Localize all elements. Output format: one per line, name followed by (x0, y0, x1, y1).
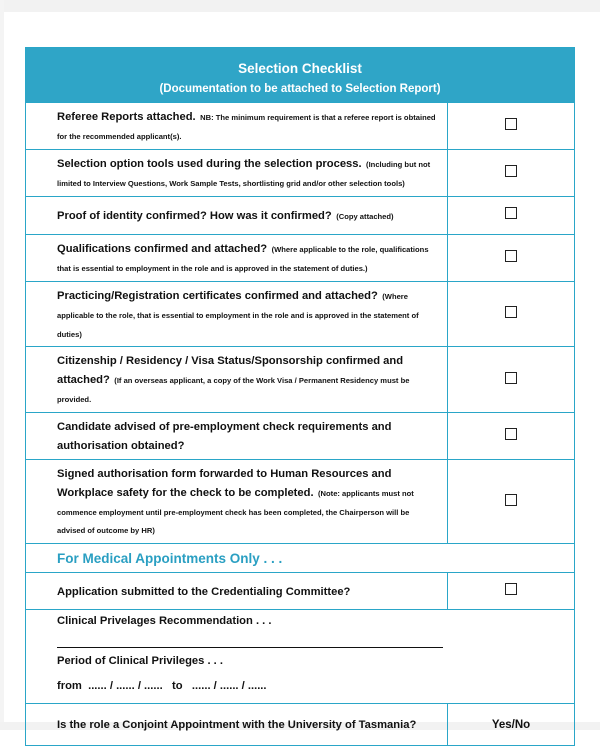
medical-section-heading: For Medical Appointments Only . . . (57, 550, 283, 566)
to-date-field[interactable]: ...... / ...... / ...... (191, 680, 267, 693)
checklist-row-authorisation (26, 459, 575, 544)
clinical-recommendation-label: Clinical Privelages Recommendation . . . (57, 615, 272, 628)
clinical-period-label: Period of Clinical Privileges . . . (57, 655, 223, 668)
checklist-row-identity (26, 196, 575, 234)
referee-checkbox[interactable] (505, 118, 517, 130)
to-label: to (172, 680, 183, 693)
pre-employment-checkbox[interactable] (505, 428, 517, 440)
conjoint-row (26, 704, 575, 746)
credentialing-row (26, 573, 575, 610)
medical-section-row (26, 544, 575, 573)
item-note: (Note: applicants must not commence employment until pre-employment check has been completed, the Chairperson will be advised of outcome by HR) (57, 488, 414, 536)
item-label: Selection option tools used during the selection process. (57, 157, 362, 170)
checklist-item (26, 149, 448, 196)
checklist-item (26, 103, 448, 150)
period-dates (57, 680, 566, 692)
checklist-row-citizenship (26, 347, 575, 413)
item-label: Citizenship / Residency / Visa Status/Sponsorship confirmed and attached? (57, 355, 404, 387)
checklist-item (26, 196, 448, 234)
from-date-field[interactable]: ...... / ...... / ...... (88, 680, 163, 693)
yes-no-answer[interactable]: Yes/No (448, 704, 575, 746)
credentialing-label: Application submitted to the Credentialing Committee? (57, 585, 351, 598)
item-note: (Including but not limited to Interview Questions, Work Sample Tests, shortlisting grid and/or other selection tools) (57, 159, 431, 188)
selection-tools-checkbox[interactable] (505, 165, 517, 177)
checklist-row-referee (26, 103, 575, 150)
checklist-item (26, 459, 448, 544)
item-note: (Where applicable to the role, that is essential to employment in the role and is approved in the statement of duties) (57, 291, 419, 339)
checklist-title: Selection Checklist (238, 61, 362, 76)
item-label: Proof of identity confirmed? How was it confirmed? (57, 209, 332, 222)
credentialing-checkbox[interactable] (505, 583, 517, 595)
identity-checkbox[interactable] (505, 207, 517, 219)
page-top-edge (0, 0, 600, 12)
page-left-edge (0, 0, 4, 730)
checklist-item (26, 347, 448, 413)
item-label: Candidate advised of pre-employment check requirements and authorisation obtained? (57, 421, 392, 452)
item-note: NB: The minimum requirement is that a referee report is obtained for the recommended applicant(s). (57, 113, 436, 141)
authorisation-checkbox[interactable] (505, 494, 517, 506)
checklist-row-qualifications (26, 234, 575, 281)
item-label: Qualifications confirmed and attached? (57, 242, 268, 255)
item-label: Practicing/Registration certificates confirmed and attached? (57, 289, 378, 302)
registration-checkbox[interactable] (505, 306, 517, 318)
checklist-item (26, 234, 448, 281)
item-note: (If an overseas applicant, a copy of the Work Visa / Permanent Residency must be provided. (57, 376, 410, 405)
citizenship-checkbox[interactable] (505, 372, 517, 384)
checklist-row-registration (26, 281, 575, 347)
recommendation-line[interactable] (57, 647, 443, 648)
selection-checklist-table (25, 47, 575, 746)
checklist-subtitle: (Documentation to be attached to Selection Report) (159, 83, 441, 95)
conjoint-label: Is the role a Conjoint Appointment with the University of Tasmania? (57, 719, 417, 732)
item-note: (Copy attached) (336, 211, 394, 221)
checklist-header-row (26, 48, 575, 103)
checklist-header (26, 48, 575, 103)
checklist-row-selection-tools (26, 149, 575, 196)
qualifications-checkbox[interactable] (505, 250, 517, 262)
from-label: from (57, 680, 82, 693)
item-label: Referee Reports attached. (57, 111, 196, 123)
item-label: Signed authorisation form forwarded to Human Resources and Workplace safety for the check to be completed. (57, 467, 392, 499)
item-note: (Where applicable to the role, qualifications that is essential to employment in the role and is approved in the statement of duties.) (57, 244, 429, 273)
checklist-item (26, 413, 448, 460)
checklist-row-pre-employment (26, 413, 575, 460)
clinical-privileges-row (26, 610, 575, 704)
checklist-item (26, 281, 448, 347)
